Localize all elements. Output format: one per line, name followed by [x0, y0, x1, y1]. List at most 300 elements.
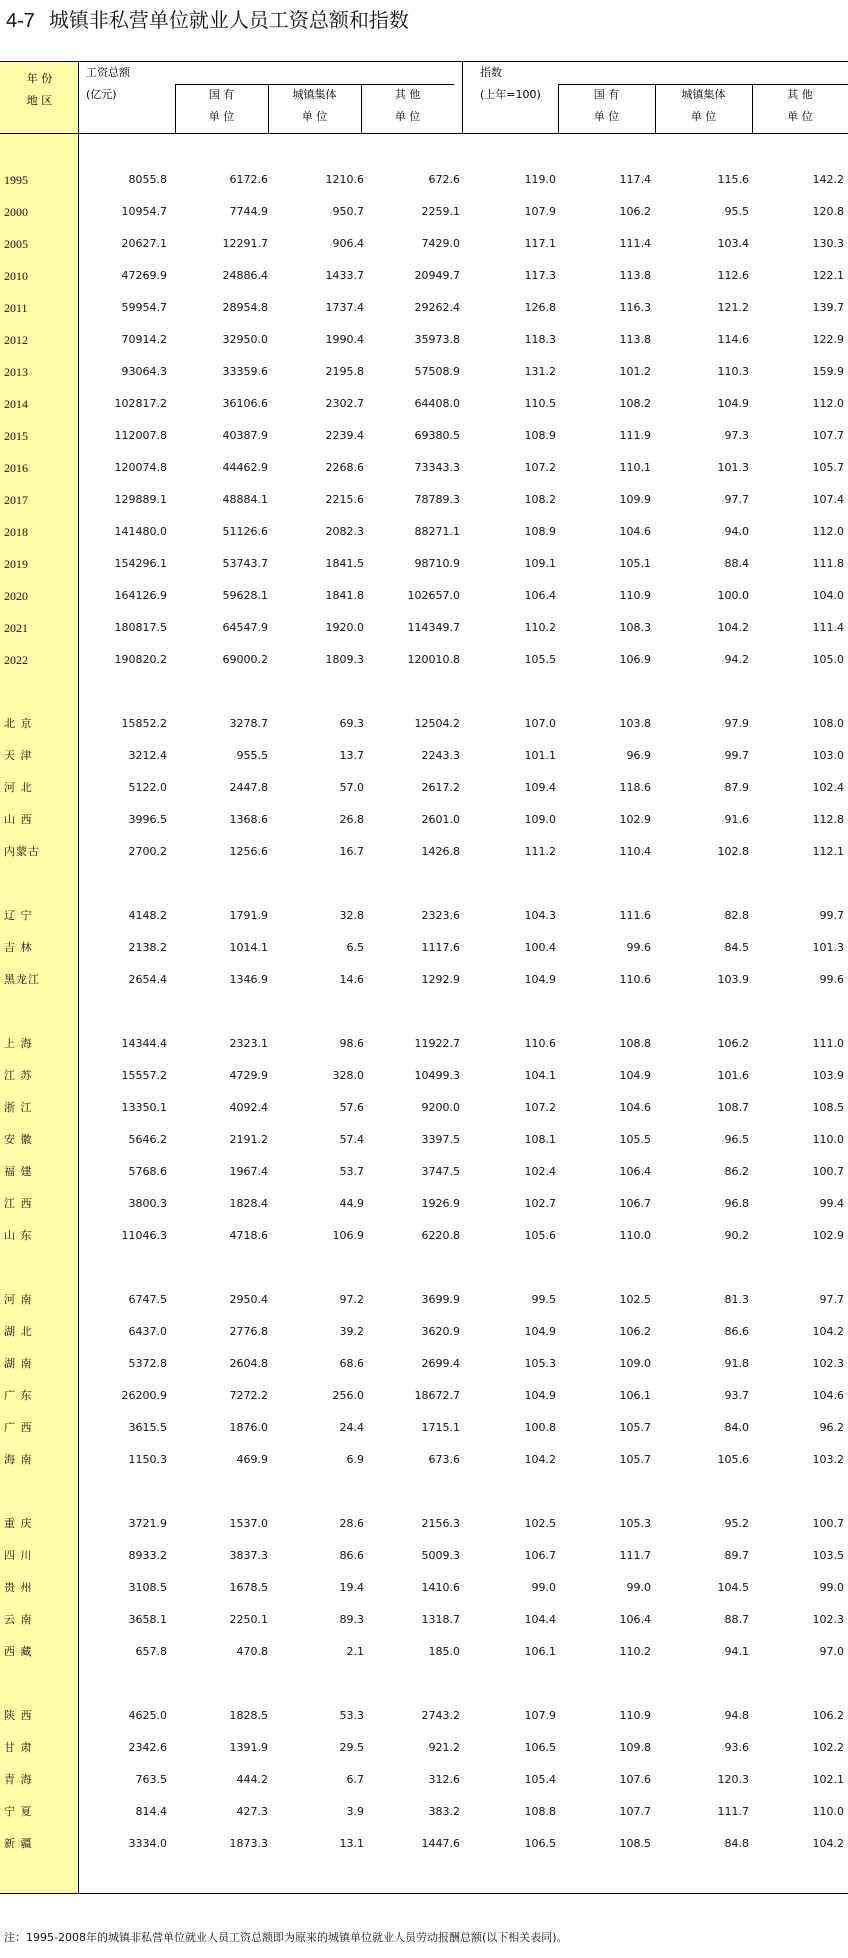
table-cell: 102.5 [524, 1517, 556, 1530]
row-region-label: 贵 州 [4, 1581, 33, 1594]
table-cell: 84.0 [724, 1421, 749, 1434]
table-cell: 8055.8 [128, 173, 167, 186]
header-total-line1: 工资总额 [86, 66, 130, 79]
header-idx-other [752, 84, 848, 128]
table-row [0, 490, 848, 510]
header-idx-state-line2: 单 位 [593, 110, 620, 123]
table-cell: 112.0 [812, 525, 844, 538]
table-cell: 2776.8 [229, 1325, 268, 1338]
table-cell: 2323.6 [421, 909, 460, 922]
table-cell: 97.3 [724, 429, 749, 442]
table-cell: 312.6 [428, 1773, 460, 1786]
table-row [0, 458, 848, 478]
table-cell: 2601.0 [421, 813, 460, 826]
table-cell: 10499.3 [414, 1069, 460, 1082]
table-cell: 20949.7 [414, 269, 460, 282]
row-year-label: 1995 [4, 173, 28, 187]
table-row [0, 778, 848, 798]
table-cell: 103.2 [812, 1453, 844, 1466]
table-cell: 108.8 [524, 1805, 556, 1818]
table-cell: 122.1 [812, 269, 844, 282]
table-bottom-rule [0, 1893, 848, 1894]
row-year-label: 2022 [4, 653, 28, 667]
table-cell: 102.9 [619, 813, 651, 826]
row-region-label: 青 海 [4, 1773, 33, 1786]
table-cell: 104.9 [524, 1389, 556, 1402]
table-cell: 102.4 [812, 781, 844, 794]
table-cell: 1426.8 [421, 845, 460, 858]
table-cell: 64547.9 [222, 621, 268, 634]
table-cell: 120010.8 [407, 653, 460, 666]
table-cell: 101.1 [524, 749, 556, 762]
table-cell: 94.8 [724, 1709, 749, 1722]
table-cell: 1791.9 [229, 909, 268, 922]
header-divider [655, 84, 656, 134]
table-cell: 91.6 [724, 813, 749, 826]
table-cell: 141480.0 [114, 525, 167, 538]
table-cell: 814.4 [135, 1805, 167, 1818]
table-cell: 106.4 [524, 589, 556, 602]
table-cell: 129889.1 [114, 493, 167, 506]
table-cell: 1990.4 [325, 333, 364, 346]
table-cell: 5009.3 [421, 1549, 460, 1562]
table-cell: 1841.8 [325, 589, 364, 602]
table-cell: 105.4 [524, 1773, 556, 1786]
table-cell: 117.3 [524, 269, 556, 282]
table-cell: 53.7 [339, 1165, 364, 1178]
table-cell: 104.5 [717, 1581, 749, 1594]
table-row [0, 522, 848, 542]
table-cell: 2259.1 [421, 205, 460, 218]
table-cell: 94.2 [724, 653, 749, 666]
table-cell: 906.4 [332, 237, 364, 250]
table-cell: 96.9 [626, 749, 651, 762]
table-cell: 59628.1 [222, 589, 268, 602]
table-cell: 64408.0 [414, 397, 460, 410]
table-row [0, 1034, 848, 1054]
table-cell: 16.7 [339, 845, 364, 858]
table-row [0, 394, 848, 414]
row-region-label: 河 南 [4, 1293, 33, 1306]
table-cell: 105.0 [812, 653, 844, 666]
table-row [0, 298, 848, 318]
table-cell: 3800.3 [128, 1197, 167, 1210]
table-cell: 51126.6 [222, 525, 268, 538]
table-cell: 102.8 [717, 845, 749, 858]
header-rule [558, 84, 848, 85]
table-cell: 103.0 [812, 749, 844, 762]
table-row [0, 714, 848, 734]
table-cell: 5122.0 [128, 781, 167, 794]
table-cell: 88.4 [724, 557, 749, 570]
table-cell: 2699.4 [421, 1357, 460, 1370]
table-cell: 131.2 [524, 365, 556, 378]
table-cell: 106.5 [524, 1837, 556, 1850]
row-region-label: 内蒙古 [4, 845, 40, 858]
table-cell: 110.2 [619, 1645, 651, 1658]
table-cell: 1014.1 [229, 941, 268, 954]
table-cell: 99.4 [819, 1197, 844, 1210]
table-cell: 32950.0 [222, 333, 268, 346]
row-region-label: 安 徽 [4, 1133, 33, 1146]
table-cell: 108.9 [524, 429, 556, 442]
row-region-label: 天 津 [4, 749, 33, 762]
table-cell: 1678.5 [229, 1581, 268, 1594]
table-cell: 33359.6 [222, 365, 268, 378]
table-cell: 139.7 [812, 301, 844, 314]
table-cell: 955.5 [236, 749, 268, 762]
table-row [0, 1642, 848, 1662]
table-cell: 122.9 [812, 333, 844, 346]
table-cell: 15852.2 [121, 717, 167, 730]
table-cell: 47269.9 [121, 269, 167, 282]
header-index [480, 62, 560, 106]
table-cell: 105.7 [619, 1453, 651, 1466]
row-year-label: 2000 [4, 205, 28, 219]
table-cell: 120.3 [717, 1773, 749, 1786]
row-year-label: 2005 [4, 237, 28, 251]
table-cell: 1117.6 [421, 941, 460, 954]
table-row [0, 554, 848, 574]
table-cell: 103.5 [812, 1549, 844, 1562]
row-region-label: 山 西 [4, 813, 33, 826]
table-cell: 109.0 [619, 1357, 651, 1370]
table-cell: 117.4 [619, 173, 651, 186]
table-cell: 110.6 [524, 1037, 556, 1050]
table-cell: 110.0 [812, 1805, 844, 1818]
table-row [0, 234, 848, 254]
row-region-label: 宁 夏 [4, 1805, 33, 1818]
table-cell: 763.5 [135, 1773, 167, 1786]
table-cell: 102657.0 [407, 589, 460, 602]
table-cell: 5646.2 [128, 1133, 167, 1146]
row-year-label: 2013 [4, 365, 28, 379]
table-cell: 108.8 [619, 1037, 651, 1050]
row-region-label: 河 北 [4, 781, 33, 794]
table-cell: 88271.1 [414, 525, 460, 538]
header-idx-other-line2: 单 位 [787, 110, 813, 123]
table-cell: 2250.1 [229, 1613, 268, 1626]
header-idx-state-line1: 国 有 [593, 88, 620, 101]
table-cell: 4092.4 [229, 1101, 268, 1114]
table-cell: 3.9 [346, 1805, 364, 1818]
table-cell: 427.3 [236, 1805, 268, 1818]
table-cell: 109.4 [524, 781, 556, 794]
table-row [0, 650, 848, 670]
table-cell: 105.5 [524, 653, 556, 666]
table-cell: 98.6 [339, 1037, 364, 1050]
table-cell: 97.2 [339, 1293, 364, 1306]
table-cell: 104.9 [619, 1069, 651, 1082]
table-cell: 2195.8 [325, 365, 364, 378]
row-region-label: 北 京 [4, 717, 33, 730]
table-cell: 1433.7 [325, 269, 364, 282]
table-cell: 104.2 [524, 1453, 556, 1466]
table-cell: 57.0 [339, 781, 364, 794]
row-region-label: 辽 宁 [4, 909, 33, 922]
table-cell: 2082.3 [325, 525, 364, 538]
table-cell: 97.7 [819, 1293, 844, 1306]
table-cell: 94.0 [724, 525, 749, 538]
table-cell: 117.1 [524, 237, 556, 250]
table-cell: 110.1 [619, 461, 651, 474]
row-region-label: 山 东 [4, 1229, 33, 1242]
table-cell: 921.2 [428, 1741, 460, 1754]
table-cell: 81.3 [724, 1293, 749, 1306]
table-cell: 99.0 [531, 1581, 556, 1594]
table-cell: 114.6 [717, 333, 749, 346]
table-cell: 3658.1 [128, 1613, 167, 1626]
table-cell: 104.3 [524, 909, 556, 922]
header-region-label: 地 区 [26, 94, 53, 107]
table-cell: 120.8 [812, 205, 844, 218]
table-cell: 102817.2 [114, 397, 167, 410]
table-cell: 1318.7 [421, 1613, 460, 1626]
table-cell: 104.6 [619, 1101, 651, 1114]
table-cell: 108.5 [812, 1101, 844, 1114]
table-cell: 29.5 [339, 1741, 364, 1754]
table-row [0, 1098, 848, 1118]
header-other-line1: 其 他 [394, 88, 421, 101]
table-row [0, 1770, 848, 1790]
table-cell: 2323.1 [229, 1037, 268, 1050]
table-cell: 35973.8 [414, 333, 460, 346]
table-cell: 3615.5 [128, 1421, 167, 1434]
row-year-label: 2011 [4, 301, 28, 315]
row-region-label: 重 庆 [4, 1517, 33, 1530]
table-cell: 96.8 [724, 1197, 749, 1210]
table-row [0, 1130, 848, 1150]
table-cell: 154296.1 [114, 557, 167, 570]
table-cell: 105.3 [524, 1357, 556, 1370]
table-cell: 469.9 [236, 1453, 268, 1466]
table-cell: 84.8 [724, 1837, 749, 1850]
table-cell: 53.3 [339, 1709, 364, 1722]
table-cell: 28.6 [339, 1517, 364, 1530]
table-row [0, 618, 848, 638]
table-cell: 106.9 [619, 653, 651, 666]
table-cell: 101.2 [619, 365, 651, 378]
table-cell: 70914.2 [121, 333, 167, 346]
table-cell: 48884.1 [222, 493, 268, 506]
table-cell: 1346.9 [229, 973, 268, 986]
table-cell: 57.6 [339, 1101, 364, 1114]
table-cell: 328.0 [332, 1069, 364, 1082]
table-cell: 2138.2 [128, 941, 167, 954]
header-divider [268, 84, 269, 134]
table-row [0, 1418, 848, 1438]
table-cell: 12504.2 [414, 717, 460, 730]
row-region-label: 上 海 [4, 1037, 33, 1050]
table-cell: 180817.5 [114, 621, 167, 634]
table-cell: 106.5 [524, 1741, 556, 1754]
table-cell: 15557.2 [121, 1069, 167, 1082]
header-divider [752, 84, 753, 134]
table-row [0, 970, 848, 990]
row-year-label: 2014 [4, 397, 28, 411]
table-row [0, 362, 848, 382]
header-idx-state [558, 84, 655, 128]
table-cell: 13350.1 [121, 1101, 167, 1114]
row-region-label: 吉 林 [4, 941, 33, 954]
table-cell: 3996.5 [128, 813, 167, 826]
table-cell: 3747.5 [421, 1165, 460, 1178]
table-cell: 107.9 [524, 205, 556, 218]
table-row [0, 266, 848, 286]
row-year-label: 2018 [4, 525, 28, 539]
table-cell: 44462.9 [222, 461, 268, 474]
table-row [0, 1290, 848, 1310]
table-cell: 97.9 [724, 717, 749, 730]
table-cell: 24886.4 [222, 269, 268, 282]
table-cell: 93.7 [724, 1389, 749, 1402]
table-cell: 36106.6 [222, 397, 268, 410]
table-cell: 118.3 [524, 333, 556, 346]
table-cell: 6.9 [346, 1453, 364, 1466]
row-region-label: 西 藏 [4, 1645, 33, 1658]
table-cell: 106.2 [717, 1037, 749, 1050]
table-cell: 96.5 [724, 1133, 749, 1146]
table-cell: 13.1 [339, 1837, 364, 1850]
table-cell: 107.4 [812, 493, 844, 506]
table-cell: 4718.6 [229, 1229, 268, 1242]
header-index-line1: 指数 [480, 66, 502, 79]
table-cell: 82.8 [724, 909, 749, 922]
table-cell: 1391.9 [229, 1741, 268, 1754]
table-cell: 115.6 [717, 173, 749, 186]
table-cell: 1447.6 [421, 1837, 460, 1850]
table-cell: 106.2 [619, 1325, 651, 1338]
table-cell: 100.7 [812, 1165, 844, 1178]
table-cell: 93.6 [724, 1741, 749, 1754]
table-cell: 105.5 [619, 1133, 651, 1146]
table-cell: 3397.5 [421, 1133, 460, 1146]
table-cell: 111.4 [812, 621, 844, 634]
table-cell: 99.0 [626, 1581, 651, 1594]
table-cell: 113.8 [619, 333, 651, 346]
table-cell: 2700.2 [128, 845, 167, 858]
table-cell: 3108.5 [128, 1581, 167, 1594]
table-cell: 84.5 [724, 941, 749, 954]
table-row [0, 906, 848, 926]
row-region-label: 陕 西 [4, 1709, 33, 1722]
table-row [0, 1386, 848, 1406]
table-cell: 105.7 [619, 1421, 651, 1434]
table-cell: 53743.7 [222, 557, 268, 570]
table-cell: 108.2 [619, 397, 651, 410]
table-cell: 102.2 [812, 1741, 844, 1754]
table-cell: 1873.3 [229, 1837, 268, 1850]
table-cell: 29262.4 [414, 301, 460, 314]
table-cell: 159.9 [812, 365, 844, 378]
table-cell: 87.9 [724, 781, 749, 794]
table-cell: 59954.7 [121, 301, 167, 314]
table-cell: 114349.7 [407, 621, 460, 634]
header-idx-collective [655, 84, 752, 128]
table-cell: 99.6 [626, 941, 651, 954]
table-cell: 69000.2 [222, 653, 268, 666]
table-cell: 3699.9 [421, 1293, 460, 1306]
table-cell: 470.8 [236, 1645, 268, 1658]
table-cell: 86.6 [339, 1549, 364, 1562]
header-state-line2: 单 位 [208, 110, 235, 123]
table-cell: 2268.6 [325, 461, 364, 474]
row-region-label: 黑龙江 [4, 973, 40, 986]
table-cell: 94.1 [724, 1645, 749, 1658]
table-cell: 111.7 [717, 1805, 749, 1818]
table-cell: 57508.9 [414, 365, 460, 378]
table-cell: 109.1 [524, 557, 556, 570]
row-region-label: 广 东 [4, 1389, 33, 1402]
table-cell: 190820.2 [114, 653, 167, 666]
table-row [0, 1802, 848, 1822]
table-cell: 28954.8 [222, 301, 268, 314]
table-cell: 108.1 [524, 1133, 556, 1146]
table-cell: 107.6 [619, 1773, 651, 1786]
header-year-label: 年 份 [26, 72, 53, 85]
table-cell: 2654.4 [128, 973, 167, 986]
header-collective-line1: 城镇集体 [292, 88, 337, 101]
table-cell: 19.4 [339, 1581, 364, 1594]
table-cell: 104.6 [812, 1389, 844, 1402]
table-cell: 111.2 [524, 845, 556, 858]
table-cell: 9200.0 [421, 1101, 460, 1114]
table-cell: 112.6 [717, 269, 749, 282]
table-cell: 100.8 [524, 1421, 556, 1434]
row-region-label: 福 建 [4, 1165, 33, 1178]
table-cell: 4729.9 [229, 1069, 268, 1082]
table-cell: 3334.0 [128, 1837, 167, 1850]
row-year-label: 2020 [4, 589, 28, 603]
table-cell: 142.2 [812, 173, 844, 186]
table-cell: 105.7 [812, 461, 844, 474]
table-cell: 1926.9 [421, 1197, 460, 1210]
table-cell: 1841.5 [325, 557, 364, 570]
row-region-label: 广 西 [4, 1421, 33, 1434]
header-idx-other-line1: 其 他 [787, 88, 813, 101]
table-cell: 89.7 [724, 1549, 749, 1562]
table-cell: 4148.2 [128, 909, 167, 922]
table-cell: 106.7 [524, 1549, 556, 1562]
header-idx-collective-line2: 单 位 [690, 110, 717, 123]
table-cell: 110.9 [619, 589, 651, 602]
row-region-label: 江 西 [4, 1197, 33, 1210]
table-cell: 106.1 [619, 1389, 651, 1402]
table-header [0, 62, 848, 134]
table-cell: 105.3 [619, 1517, 651, 1530]
table-cell: 103.8 [619, 717, 651, 730]
table-cell: 130.3 [812, 237, 844, 250]
table-cell: 98710.9 [414, 557, 460, 570]
table-cell: 6437.0 [128, 1325, 167, 1338]
table-cell: 673.6 [428, 1453, 460, 1466]
header-divider [361, 84, 362, 134]
table-cell: 26200.9 [121, 1389, 167, 1402]
table-cell: 104.2 [717, 621, 749, 634]
table-cell: 105.6 [524, 1229, 556, 1242]
table-row [0, 1450, 848, 1470]
table-cell: 2743.2 [421, 1709, 460, 1722]
table-row [0, 1834, 848, 1854]
table-cell: 110.4 [619, 845, 651, 858]
table-cell: 12291.7 [222, 237, 268, 250]
table-cell: 2342.6 [128, 1741, 167, 1754]
table-cell: 112.0 [812, 397, 844, 410]
table-cell: 86.6 [724, 1325, 749, 1338]
header-bottom-rule [0, 133, 848, 134]
table-cell: 6220.8 [421, 1229, 460, 1242]
table-cell: 108.5 [619, 1837, 651, 1850]
